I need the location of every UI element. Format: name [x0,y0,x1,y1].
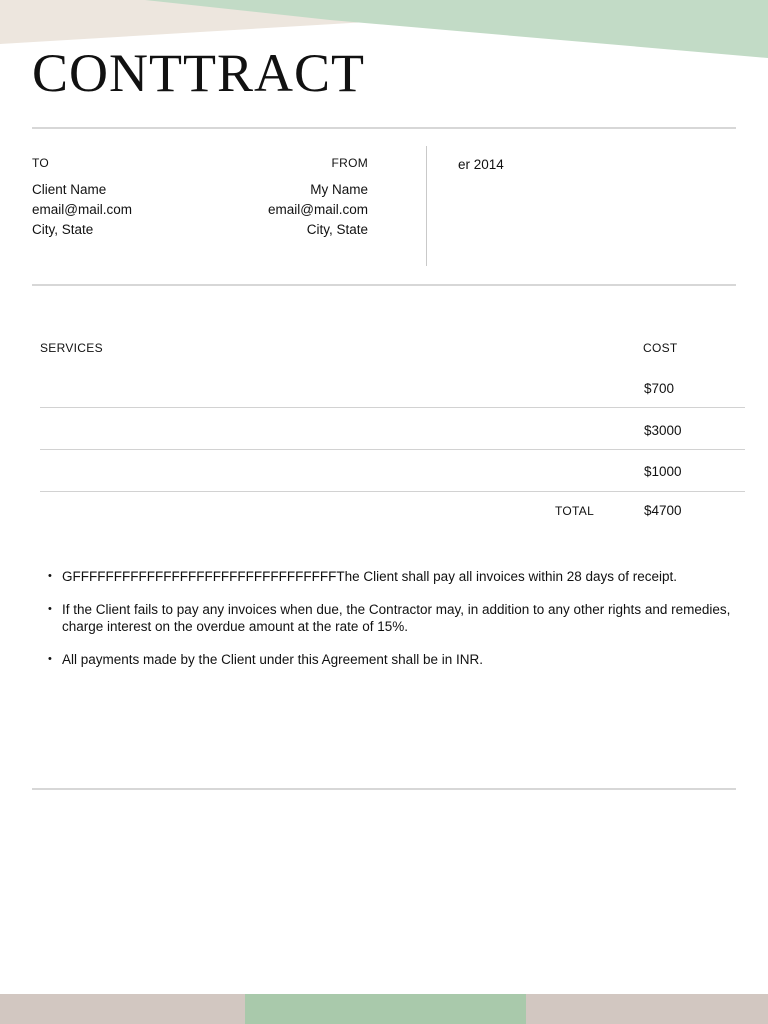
bullet-icon: • [48,653,52,665]
page-title: CONTTRACT [32,43,365,103]
footer-left-band [0,994,245,1024]
term-text: GFFFFFFFFFFFFFFFFFFFFFFFFFFFFFFFFThe Client shall pay all invoices within 28 days of receipt. [62,569,678,584]
bullet-icon: • [48,570,52,582]
to-email: email@mail.com [32,202,132,217]
footer-center-band [245,994,526,1024]
row-divider [40,491,745,492]
divider-middle [32,284,736,286]
to-block [32,156,132,240]
services-header: SERVICES [40,341,103,355]
terms-list [48,568,748,684]
service-row-cost: $1000 [644,464,682,479]
from-email: email@mail.com [268,202,368,217]
term-text: If the Client fails to pay any invoices when due, the Contractor may, in addition to any other rights and remedies, charge interest on the overdue amount at the rate of 15%. [62,602,731,634]
bullet-icon: • [48,603,52,615]
term-text: All payments made by the Client under this Agreement shall be in INR. [62,652,483,667]
row-divider [40,449,745,450]
service-row-cost: $3000 [644,423,682,438]
vertical-divider [426,146,427,266]
from-location: City, State [306,222,368,237]
total-label: TOTAL [555,504,595,518]
list-item [48,651,748,668]
list-item [48,568,748,585]
divider-bottom [32,788,736,790]
to-label: TO [32,156,50,170]
cost-header: COST [643,341,678,355]
from-name: My Name [310,182,368,197]
footer-decoration [0,994,768,1024]
service-row-cost: $700 [644,381,675,396]
list-item [48,601,748,635]
to-location: City, State [32,222,94,237]
footer-right-band [526,994,768,1024]
row-divider [40,407,745,408]
from-block [200,156,368,240]
from-label: FROM [331,156,368,170]
date-text: er 2014 [458,157,504,172]
divider-top [32,127,736,129]
total-value: $4700 [644,503,682,518]
to-name: Client Name [32,182,107,197]
